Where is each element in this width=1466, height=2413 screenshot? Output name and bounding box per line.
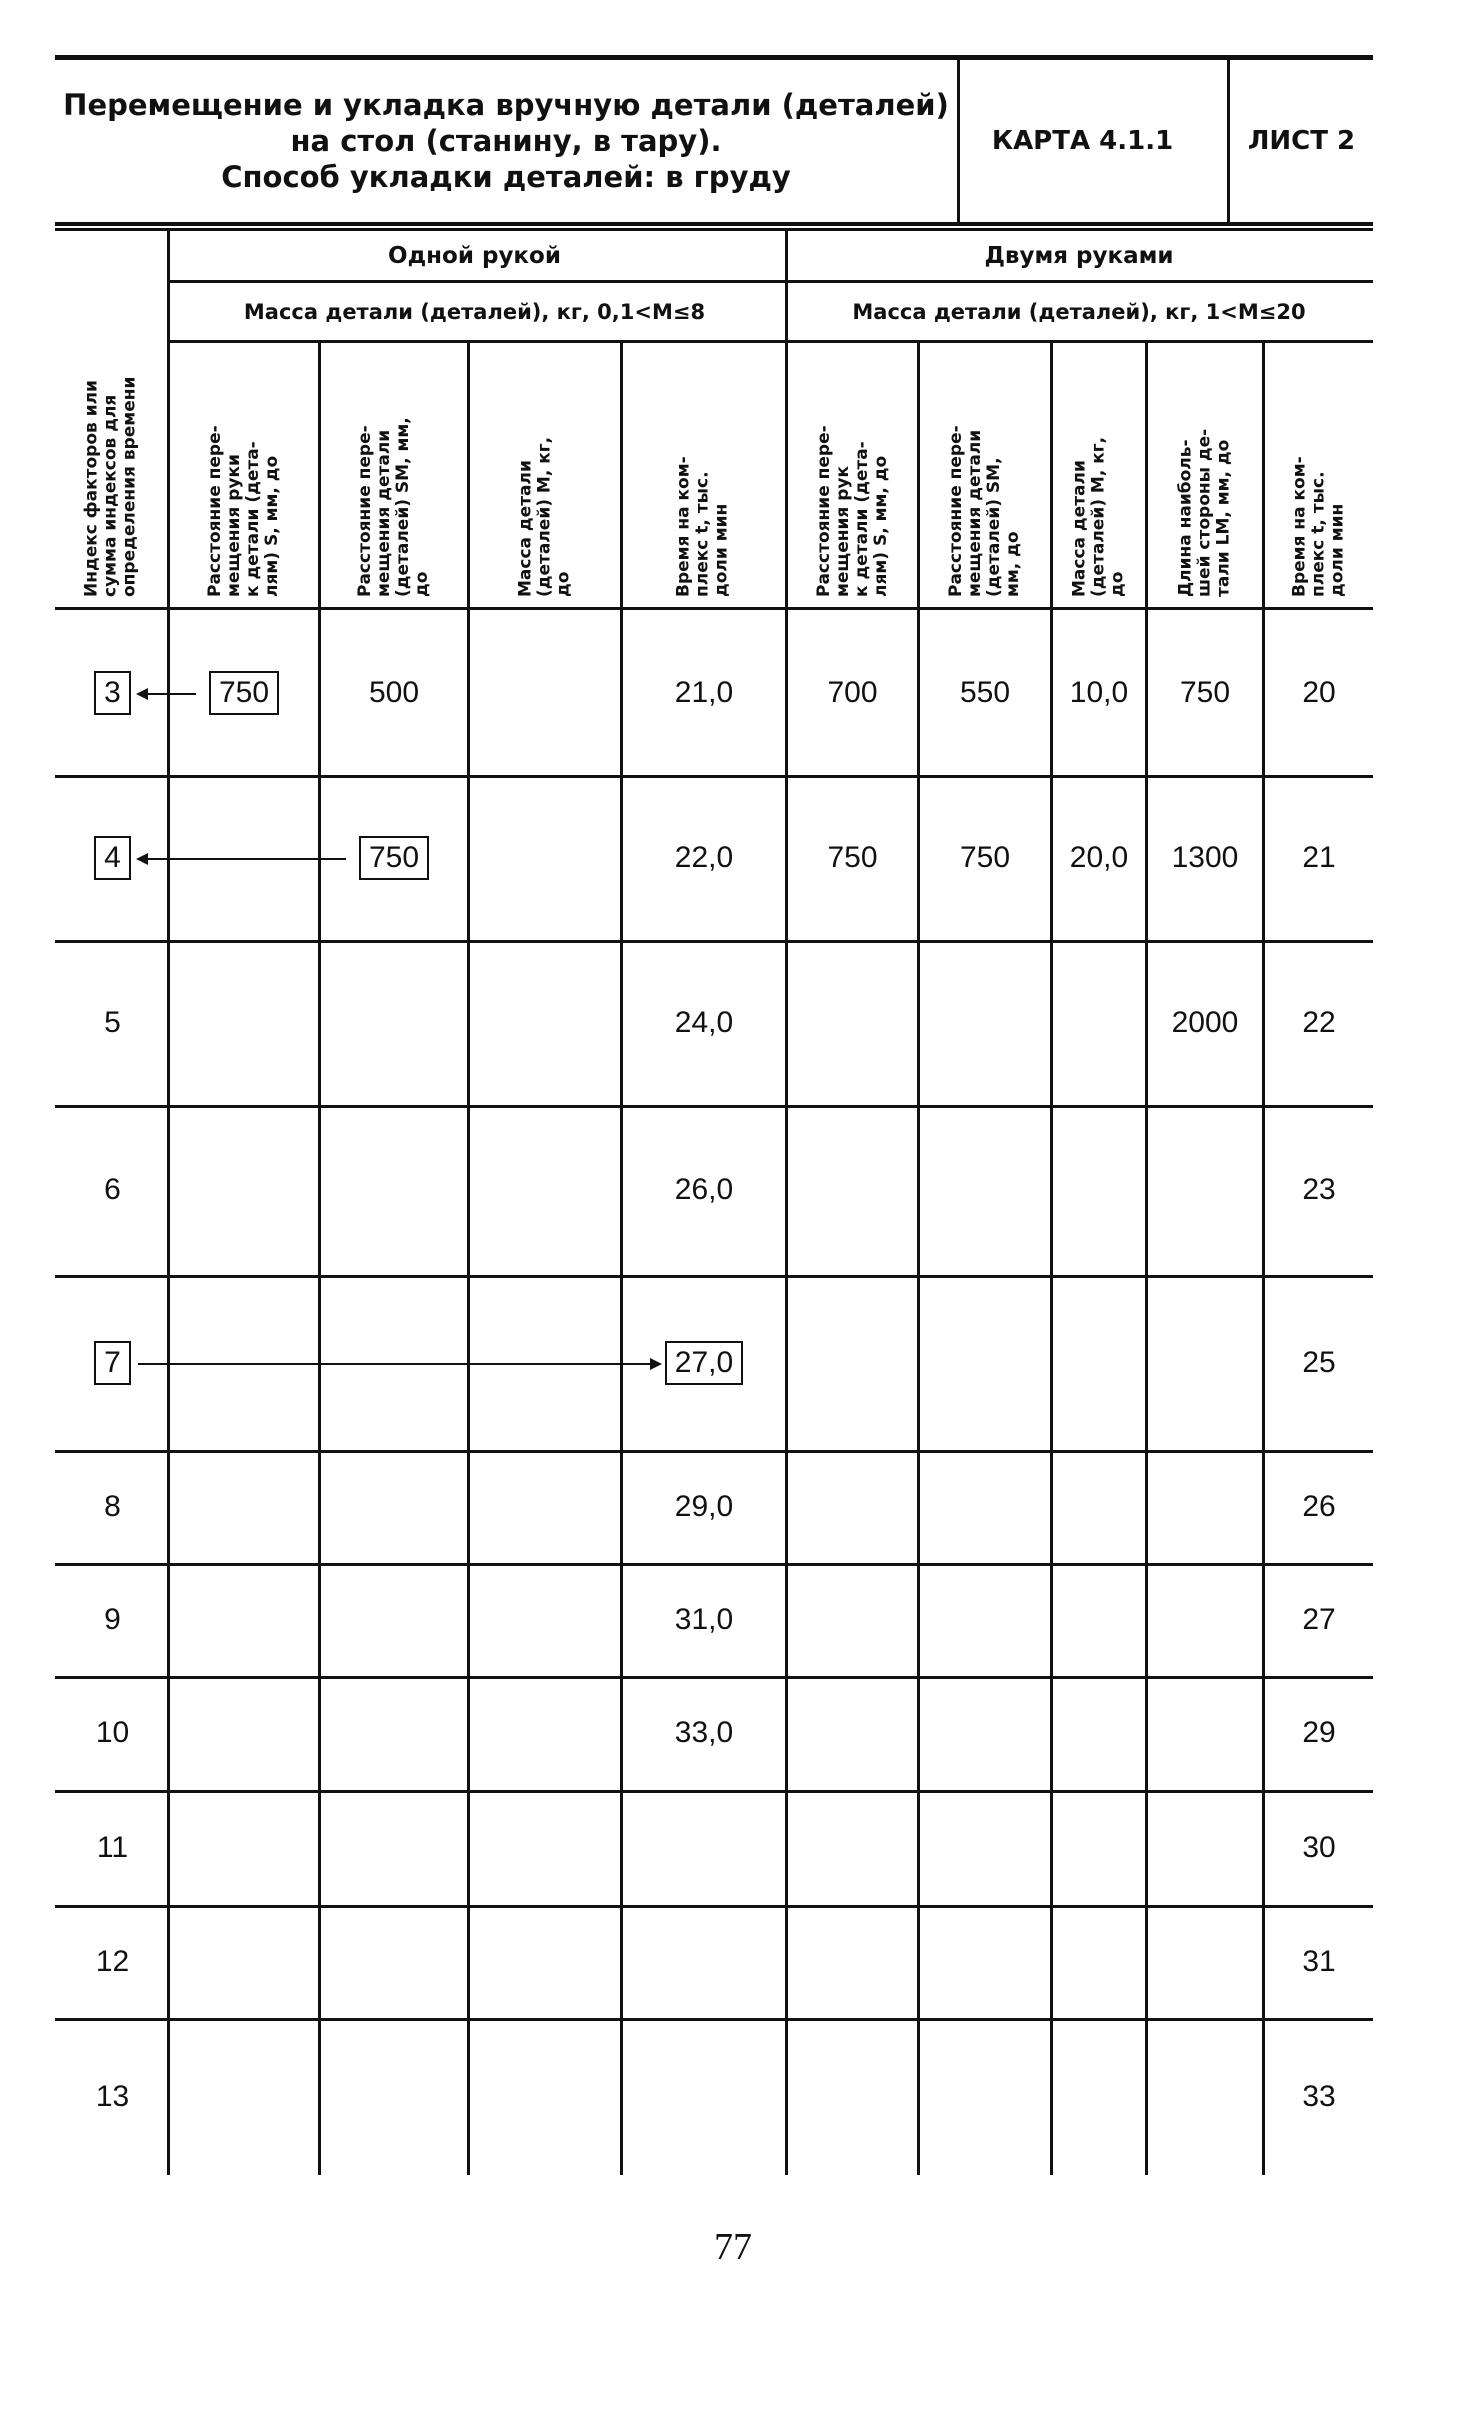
cell-value: 10,0 (1069, 675, 1129, 709)
th-col-s-header (788, 342, 917, 607)
cell-oh-sm (321, 610, 467, 775)
cell-oh-s (170, 1790, 318, 1905)
cell-th-sm (920, 1450, 1050, 1563)
cell-value: 21 (1302, 840, 1336, 874)
row-index: 7 (94, 1341, 131, 1385)
cell-value: 20,0 (1069, 840, 1129, 874)
cell-th-sm (920, 2018, 1050, 2175)
cell-th-s (788, 1676, 917, 1790)
th-col-sm-header (920, 342, 1050, 607)
cell-th-sm (920, 1676, 1050, 1790)
cell-oh-m (470, 1676, 620, 1790)
cell-oh-m (470, 1563, 620, 1676)
cell-th-l (1148, 1676, 1262, 1790)
oh-col-sm-header-text: Расстояние пере- мещения детали (деталей) SM, мм, до (355, 417, 432, 597)
cell-oh-s (170, 1563, 318, 1676)
cell-th-m (1053, 1905, 1145, 2018)
cell-oh-s (170, 2018, 318, 2175)
cell-oh-sm (321, 1450, 467, 1563)
cell-th-l (1148, 1450, 1262, 1563)
cell-value: 750 (209, 671, 279, 715)
row-index: 8 (104, 1489, 121, 1523)
header-top-rule (55, 228, 1373, 231)
cell-index (58, 1676, 167, 1790)
cell-oh-t (623, 1450, 785, 1563)
cell-oh-sm (321, 1905, 467, 2018)
cell-oh-m (470, 610, 620, 775)
cell-th-sm (920, 610, 1050, 775)
cell-th-s (788, 940, 917, 1105)
cell-index (58, 940, 167, 1105)
cell-index (58, 1563, 167, 1676)
cell-index (58, 1450, 167, 1563)
cell-th-m (1053, 1275, 1145, 1450)
cell-th-l (1148, 775, 1262, 940)
cell-th-t (1265, 1790, 1373, 1905)
oh-col-s-header (170, 342, 318, 607)
title-line-1: Перемещение и укладка вручную детали (деталей) (63, 88, 949, 122)
cell-th-m (1053, 1450, 1145, 1563)
cell-oh-s (170, 1105, 318, 1275)
cell-th-sm (920, 775, 1050, 940)
arrow-row-4 (146, 858, 346, 860)
cell-value: 27 (1302, 1602, 1336, 1636)
cell-value: 24,0 (674, 1005, 734, 1039)
group-underline (167, 280, 1373, 283)
cell-th-sm (920, 1563, 1050, 1676)
cell-th-l (1148, 610, 1262, 775)
cell-th-sm (920, 940, 1050, 1105)
cell-th-s (788, 1275, 917, 1450)
cell-value: 20 (1302, 675, 1336, 709)
oh-col-t-header-text: Время на ком- плекс t, тыс. доли мин (673, 456, 731, 597)
cell-value: 22,0 (674, 840, 734, 874)
cell-th-t (1265, 1105, 1373, 1275)
oh-col-t-header (623, 342, 782, 607)
cell-th-t (1265, 1450, 1373, 1563)
cell-th-sm (920, 1105, 1050, 1275)
cell-value: 2000 (1171, 1005, 1239, 1039)
cell-th-t (1265, 940, 1373, 1105)
cell-th-t (1265, 1563, 1373, 1676)
cell-oh-m (470, 1905, 620, 2018)
cell-th-m (1053, 940, 1145, 1105)
cell-oh-sm (321, 1105, 467, 1275)
cell-oh-t (623, 1676, 785, 1790)
cell-th-s (788, 775, 917, 940)
cell-index (58, 2018, 167, 2175)
th-col-s-header-text: Расстояние пере- мещения рук к детали (дета- лям) S, мм, до (813, 425, 891, 597)
cell-oh-m (470, 775, 620, 940)
cell-oh-t (623, 1905, 785, 2018)
cell-th-t (1265, 1905, 1373, 2018)
one-hand-mass-range: Масса детали (деталей), кг, 0,1<M≤8 (243, 300, 706, 324)
row-index: 9 (104, 1602, 121, 1636)
th-col-t-header (1265, 342, 1373, 607)
index-column-header-text: Индекс факторов или сумма индексов для определения времени (81, 376, 140, 597)
cell-th-m (1053, 1563, 1145, 1676)
cell-th-s (788, 1790, 917, 1905)
oh-col-m-header-text: Масса детали (деталей) М, кг, до (515, 436, 574, 597)
cell-oh-t (623, 1105, 785, 1275)
cell-value: 750 (827, 840, 878, 874)
row-index: 11 (96, 1830, 129, 1864)
cell-th-m (1053, 775, 1145, 940)
th-col-m-header (1053, 342, 1145, 607)
cell-value: 27,0 (665, 1341, 743, 1385)
cell-th-s (788, 1450, 917, 1563)
cell-value: 30 (1302, 1830, 1336, 1864)
cell-index (58, 1905, 167, 2018)
cell-value: 750 (959, 840, 1011, 874)
th-col-l-header-text: Длина наиболь- шей стороны де- тали LM, мм, до (1175, 428, 1234, 597)
cell-th-l (1148, 1905, 1262, 2018)
cell-th-sm (920, 1790, 1050, 1905)
cell-th-m (1053, 1790, 1145, 1905)
card-number: КАРТА 4.1.1 (991, 126, 1174, 156)
cell-oh-m (470, 1790, 620, 1905)
cell-value: 33 (1302, 2079, 1336, 2113)
cell-value: 25 (1302, 1345, 1336, 1379)
cell-oh-m (470, 2018, 620, 2175)
cell-oh-m (470, 940, 620, 1105)
cell-oh-t (623, 940, 785, 1105)
cell-oh-s (170, 1676, 318, 1790)
row-index: 3 (94, 671, 131, 715)
cell-th-m (1053, 1105, 1145, 1275)
cell-value: 23 (1302, 1173, 1336, 1206)
cell-value: 26 (1302, 1489, 1336, 1523)
cell-oh-sm (321, 1790, 467, 1905)
cell-oh-sm (321, 1563, 467, 1676)
cell-th-l (1148, 1563, 1262, 1676)
cell-value: 26,0 (674, 1173, 734, 1206)
arrow-row-7 (138, 1363, 652, 1365)
cell-th-t (1265, 2018, 1373, 2175)
cell-value: 31 (1302, 1944, 1336, 1978)
cell-th-s (788, 1563, 917, 1676)
cell-index (58, 1105, 167, 1275)
cell-value: 700 (827, 675, 878, 709)
cell-oh-t (623, 2018, 785, 2175)
cell-th-sm (920, 1905, 1050, 2018)
row-index: 10 (95, 1716, 130, 1749)
cell-oh-t (623, 775, 785, 940)
cell-value: 31,0 (674, 1602, 734, 1636)
title-line-2: на стол (станину, в тару). (290, 124, 722, 158)
cell-th-l (1148, 1275, 1262, 1450)
cell-value: 750 (1179, 675, 1231, 709)
title-line-3: Способ укладки деталей: в груду (221, 160, 791, 194)
cell-value: 550 (959, 675, 1011, 709)
cell-index (58, 1790, 167, 1905)
cell-oh-sm (321, 940, 467, 1105)
cell-th-s (788, 2018, 917, 2175)
cell-th-t (1265, 1275, 1373, 1450)
oh-col-m-header (470, 342, 620, 607)
cell-oh-s (170, 940, 318, 1105)
cell-value: 29 (1302, 1716, 1336, 1749)
th-col-sm-header-text: Расстояние пере- мещения детали (деталей) SM, мм, до (946, 425, 1023, 597)
sheet-number: ЛИСТ 2 (1247, 126, 1356, 156)
arrowhead-left-icon (136, 853, 148, 865)
index-column-header (55, 232, 167, 607)
arrowhead-left-icon (136, 688, 148, 700)
cell-th-t (1265, 610, 1373, 775)
cell-th-l (1148, 2018, 1262, 2175)
cell-value: 22 (1302, 1005, 1336, 1039)
cell-oh-sm (321, 1676, 467, 1790)
cell-oh-m (470, 1450, 620, 1563)
cell-oh-t (623, 1790, 785, 1905)
cell-oh-t (623, 610, 785, 775)
cell-th-t (1265, 775, 1373, 940)
cell-value: 1300 (1171, 840, 1239, 874)
row-index: 6 (104, 1173, 121, 1206)
cell-th-s (788, 1905, 917, 2018)
cell-oh-t (623, 1563, 785, 1676)
oh-col-sm-header (321, 342, 467, 607)
cell-th-l (1148, 940, 1262, 1105)
cell-oh-s (170, 1450, 318, 1563)
title-block (55, 55, 1373, 226)
cell-th-s (788, 610, 917, 775)
cell-th-l (1148, 1105, 1262, 1275)
one-hand-group-label: Одной рукой (388, 243, 561, 269)
row-index: 4 (94, 836, 131, 880)
card-title (55, 60, 957, 222)
cell-th-m (1053, 610, 1145, 775)
page-number: 77 (714, 2226, 752, 2268)
two-hands-group-label: Двумя руками (984, 243, 1174, 269)
cell-th-t (1265, 1676, 1373, 1790)
row-index: 12 (95, 1944, 130, 1978)
th-col-t-header-text: Время на ком- плекс t, тыс. доли мин (1289, 456, 1348, 597)
cell-th-s (788, 1105, 917, 1275)
arrowhead-right-icon (650, 1358, 662, 1370)
two-hands-mass-range: Масса детали (деталей), кг, 1<M≤20 (852, 300, 1306, 324)
cell-th-l (1148, 1790, 1262, 1905)
cell-th-sm (920, 1275, 1050, 1450)
row-index: 5 (104, 1005, 121, 1039)
cell-oh-sm (321, 2018, 467, 2175)
cell-value: 29,0 (674, 1489, 734, 1523)
cell-th-m (1053, 1676, 1145, 1790)
cell-oh-m (470, 1105, 620, 1275)
row-index: 13 (95, 2079, 130, 2113)
arrow-row-3 (146, 693, 196, 695)
th-col-l-header (1148, 342, 1262, 607)
cell-value: 750 (359, 836, 429, 880)
cell-oh-s (170, 1905, 318, 2018)
cell-th-m (1053, 2018, 1145, 2175)
oh-col-s-header-text: Расстояние пере- мещения руки к детали (дета- лям) S, мм, до (205, 425, 282, 597)
cell-value: 21,0 (674, 675, 734, 709)
th-col-m-header-text: Масса детали (деталей) М, кг, до (1069, 436, 1128, 597)
cell-value: 33,0 (674, 1716, 734, 1749)
cell-value: 500 (368, 675, 420, 709)
